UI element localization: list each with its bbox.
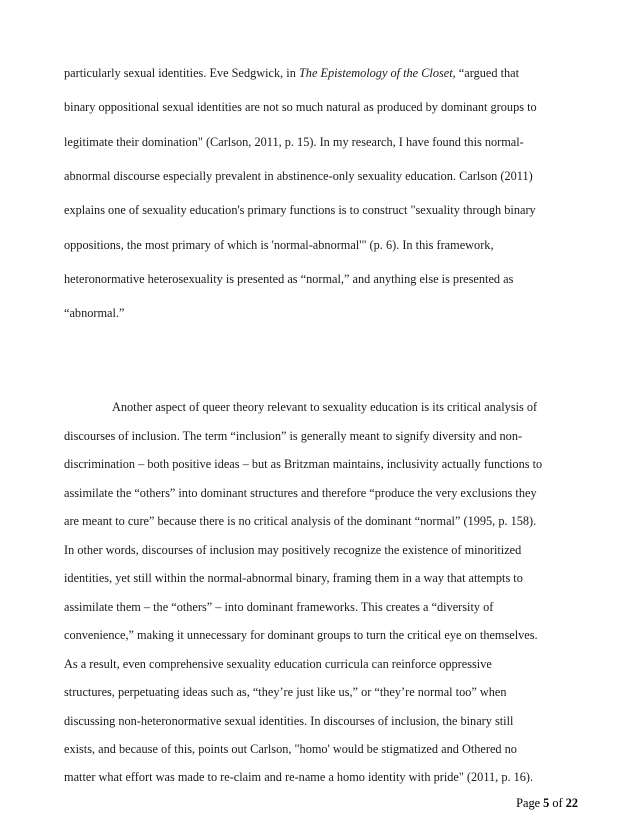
body-line: identities, yet still within the normal-abnormal binary, framing them in a way that attempts to xyxy=(64,571,523,585)
body-line: assimilate them – the “others” – into dominant frameworks. This creates a “diversity of xyxy=(64,600,494,614)
total-pages: 22 xyxy=(565,796,578,810)
body-line: In other words, discourses of inclusion may positively recognize the existence of minoritized xyxy=(64,543,522,557)
body-line: are meant to cure” because there is no critical analysis of the dominant “normal” (1995, p. 158). xyxy=(64,514,537,528)
body-line: structures, perpetuating ideas such as, “they’re just like us,” or “they’re normal too” when xyxy=(64,685,507,699)
body-line: explains one of sexuality education's primary functions is to construct "sexuality through binary xyxy=(64,203,536,217)
body-line: assimilate the “others” into dominant structures and therefore “produce the very exclusions they xyxy=(64,486,537,500)
page-label: Page xyxy=(516,796,544,810)
body-line: abnormal discourse especially prevalent in abstinence-only sexuality education. Carlson (2011) xyxy=(64,169,533,183)
body-line: discrimination – both positive ideas – but as Britzman maintains, inclusivity actually functions to xyxy=(64,457,543,471)
body-line: particularly sexual identities. Eve Sedgwick, in The Epistemology of the Closet, “argued that xyxy=(64,66,520,80)
book-title: The Epistemology of the Closet xyxy=(298,66,453,80)
body-line: convenience,” making it unnecessary for dominant groups to turn the critical eye on themselves. xyxy=(64,628,538,642)
body-line: heteronormative heterosexuality is presented as “normal,” and anything else is presented as xyxy=(64,272,514,286)
page-number-footer xyxy=(516,796,578,811)
body-line: As a result, even comprehensive sexuality education curricula can reinforce oppressive xyxy=(64,657,492,671)
page-number: 5 xyxy=(543,796,550,810)
body-line: exists, and because of this, points out Carlson, "homo' would be stigmatized and Othered no xyxy=(64,742,517,756)
body-line: binary oppositional sexual identities are not so much natural as produced by dominant groups to xyxy=(64,100,537,114)
body-line: oppositions, the most primary of which is 'normal-abnormal'" (p. 6). In this framework, xyxy=(64,238,494,252)
of-label: of xyxy=(549,796,566,810)
body-line: “abnormal.” xyxy=(64,306,125,320)
body-line: Another aspect of queer theory relevant to sexuality education is its critical analysis of xyxy=(112,400,538,414)
body-line: discourses of inclusion. The term “inclusion” is generally meant to signify diversity and non- xyxy=(64,429,523,443)
body-line: discussing non-heteronormative sexual identities. In discourses of inclusion, the binary still xyxy=(64,714,514,728)
body-line: legitimate their domination" (Carlson, 2011, p. 15). In my research, I have found this normal- xyxy=(64,135,524,149)
body-line: matter what effort was made to re-claim and re-name a homo identity with pride" (2011, p. 16). xyxy=(64,770,534,784)
